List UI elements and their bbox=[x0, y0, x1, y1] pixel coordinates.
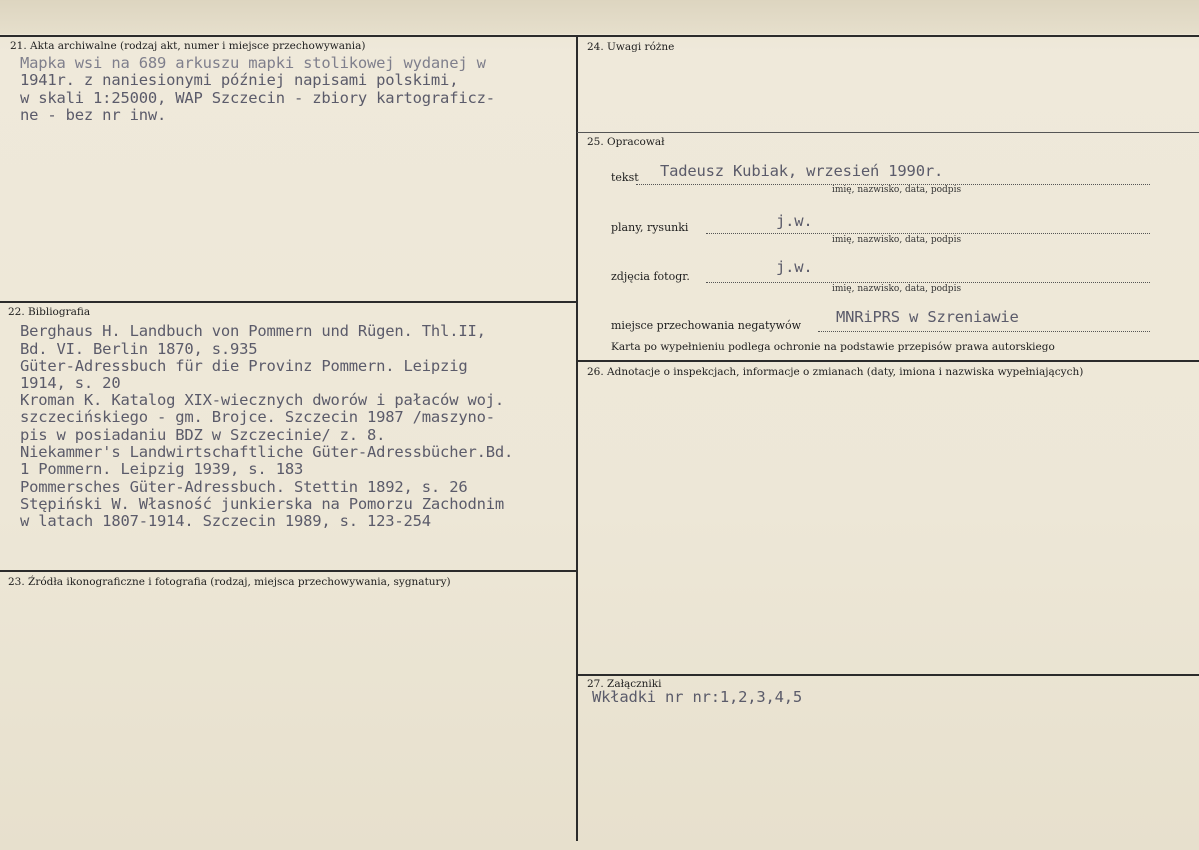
section-25-label: 25. Opracował bbox=[587, 136, 665, 148]
bib-line-12: w latach 1807-1914. Szczecin 1989, s. 123-254 bbox=[20, 512, 431, 530]
section-27-label: 27. Załączniki bbox=[587, 678, 662, 690]
divider-26-27 bbox=[577, 674, 1199, 676]
attachments-value: Wkładki nr nr:1,2,3,4,5 bbox=[592, 688, 803, 706]
card-top-edge bbox=[0, 0, 1199, 34]
section-23-label: 23. Źródła ikonograficzne i fotografia (rodzaj, miejsca przechowywania, sygnatury) bbox=[8, 576, 451, 588]
tekst-caption: imię, nazwisko, data, podpis bbox=[832, 185, 962, 195]
top-divider bbox=[0, 35, 1199, 37]
bib-line-4: 1914, s. 20 bbox=[20, 374, 121, 392]
negatywy-line bbox=[818, 331, 1150, 332]
section-26-label: 26. Adnotacje o inspekcjach, informacje o zmianach (daty, imiona i nazwiska wypełniających) bbox=[587, 366, 1084, 378]
bib-line-5: Kroman K. Katalog XIX-wiecznych dworów i pałaców woj. bbox=[20, 391, 504, 409]
bib-line-3: Güter-Adressbuch für die Provinz Pommern. Leipzig bbox=[20, 357, 468, 375]
section-21-label: 21. Akta archiwalne (rodzaj akt, numer i miejsce przechowywania) bbox=[10, 40, 366, 52]
zdjecia-caption: imię, nazwisko, data, podpis bbox=[832, 284, 962, 294]
section-21-line-1: Mapka wsi na 689 arkuszu mapki stolikowej wydanej w bbox=[20, 54, 486, 72]
section-22-label: 22. Bibliografia bbox=[8, 306, 91, 318]
tekst-label: tekst bbox=[611, 171, 639, 184]
bib-line-8: Niekammer's Landwirtschaftliche Güter-Adressbücher.Bd. bbox=[20, 443, 514, 461]
section-21-line-2: 1941r. z naniesionymi później napisami polskimi, bbox=[20, 71, 459, 89]
negatywy-value: MNRiPRS w Szreniawie bbox=[836, 308, 1019, 326]
bib-line-11: Stępiński W. Własność junkierska na Pomorzu Zachodnim bbox=[20, 495, 504, 513]
copyright-notice: Karta po wypełnieniu podlega ochronie na podstawie przepisów prawa autorskiego bbox=[611, 341, 1055, 353]
divider-21-22 bbox=[0, 301, 577, 303]
bib-line-10: Pommersches Güter-Adressbuch. Stettin 1892, s. 26 bbox=[20, 478, 468, 496]
zdjecia-value: j.w. bbox=[776, 258, 813, 276]
bib-line-7: pis w posiadaniu BDZ w Szczecinie/ z. 8. bbox=[20, 426, 386, 444]
tekst-value: Tadeusz Kubiak, wrzesień 1990r. bbox=[660, 162, 944, 180]
bib-line-6: szczecińskiego - gm. Brojce. Szczecin 1987 /maszyno- bbox=[20, 408, 495, 426]
divider-22-23 bbox=[0, 570, 577, 572]
negatywy-label: miejsce przechowania negatywów bbox=[611, 319, 802, 332]
center-divider bbox=[576, 35, 578, 841]
section-24-label: 24. Uwagi różne bbox=[587, 41, 675, 53]
divider-25-26 bbox=[577, 360, 1199, 362]
plany-line bbox=[706, 233, 1150, 234]
bib-line-2: Bd. VI. Berlin 1870, s.935 bbox=[20, 340, 258, 358]
plany-label: plany, rysunki bbox=[611, 221, 689, 234]
section-21-line-3: w skali 1:25000, WAP Szczecin - zbiory kartograficz- bbox=[20, 89, 495, 107]
plany-value: j.w. bbox=[776, 212, 813, 230]
section-21-line-4: ne - bez nr inw. bbox=[20, 106, 167, 124]
plany-caption: imię, nazwisko, data, podpis bbox=[832, 235, 962, 245]
bib-line-9: 1 Pommern. Leipzig 1939, s. 183 bbox=[20, 460, 304, 478]
bib-line-1: Berghaus H. Landbuch von Pommern und Rügen. Thl.II, bbox=[20, 322, 486, 340]
divider-24-25 bbox=[577, 132, 1199, 133]
zdjecia-line bbox=[706, 282, 1150, 283]
zdjecia-label: zdjęcia fotogr. bbox=[611, 270, 690, 283]
